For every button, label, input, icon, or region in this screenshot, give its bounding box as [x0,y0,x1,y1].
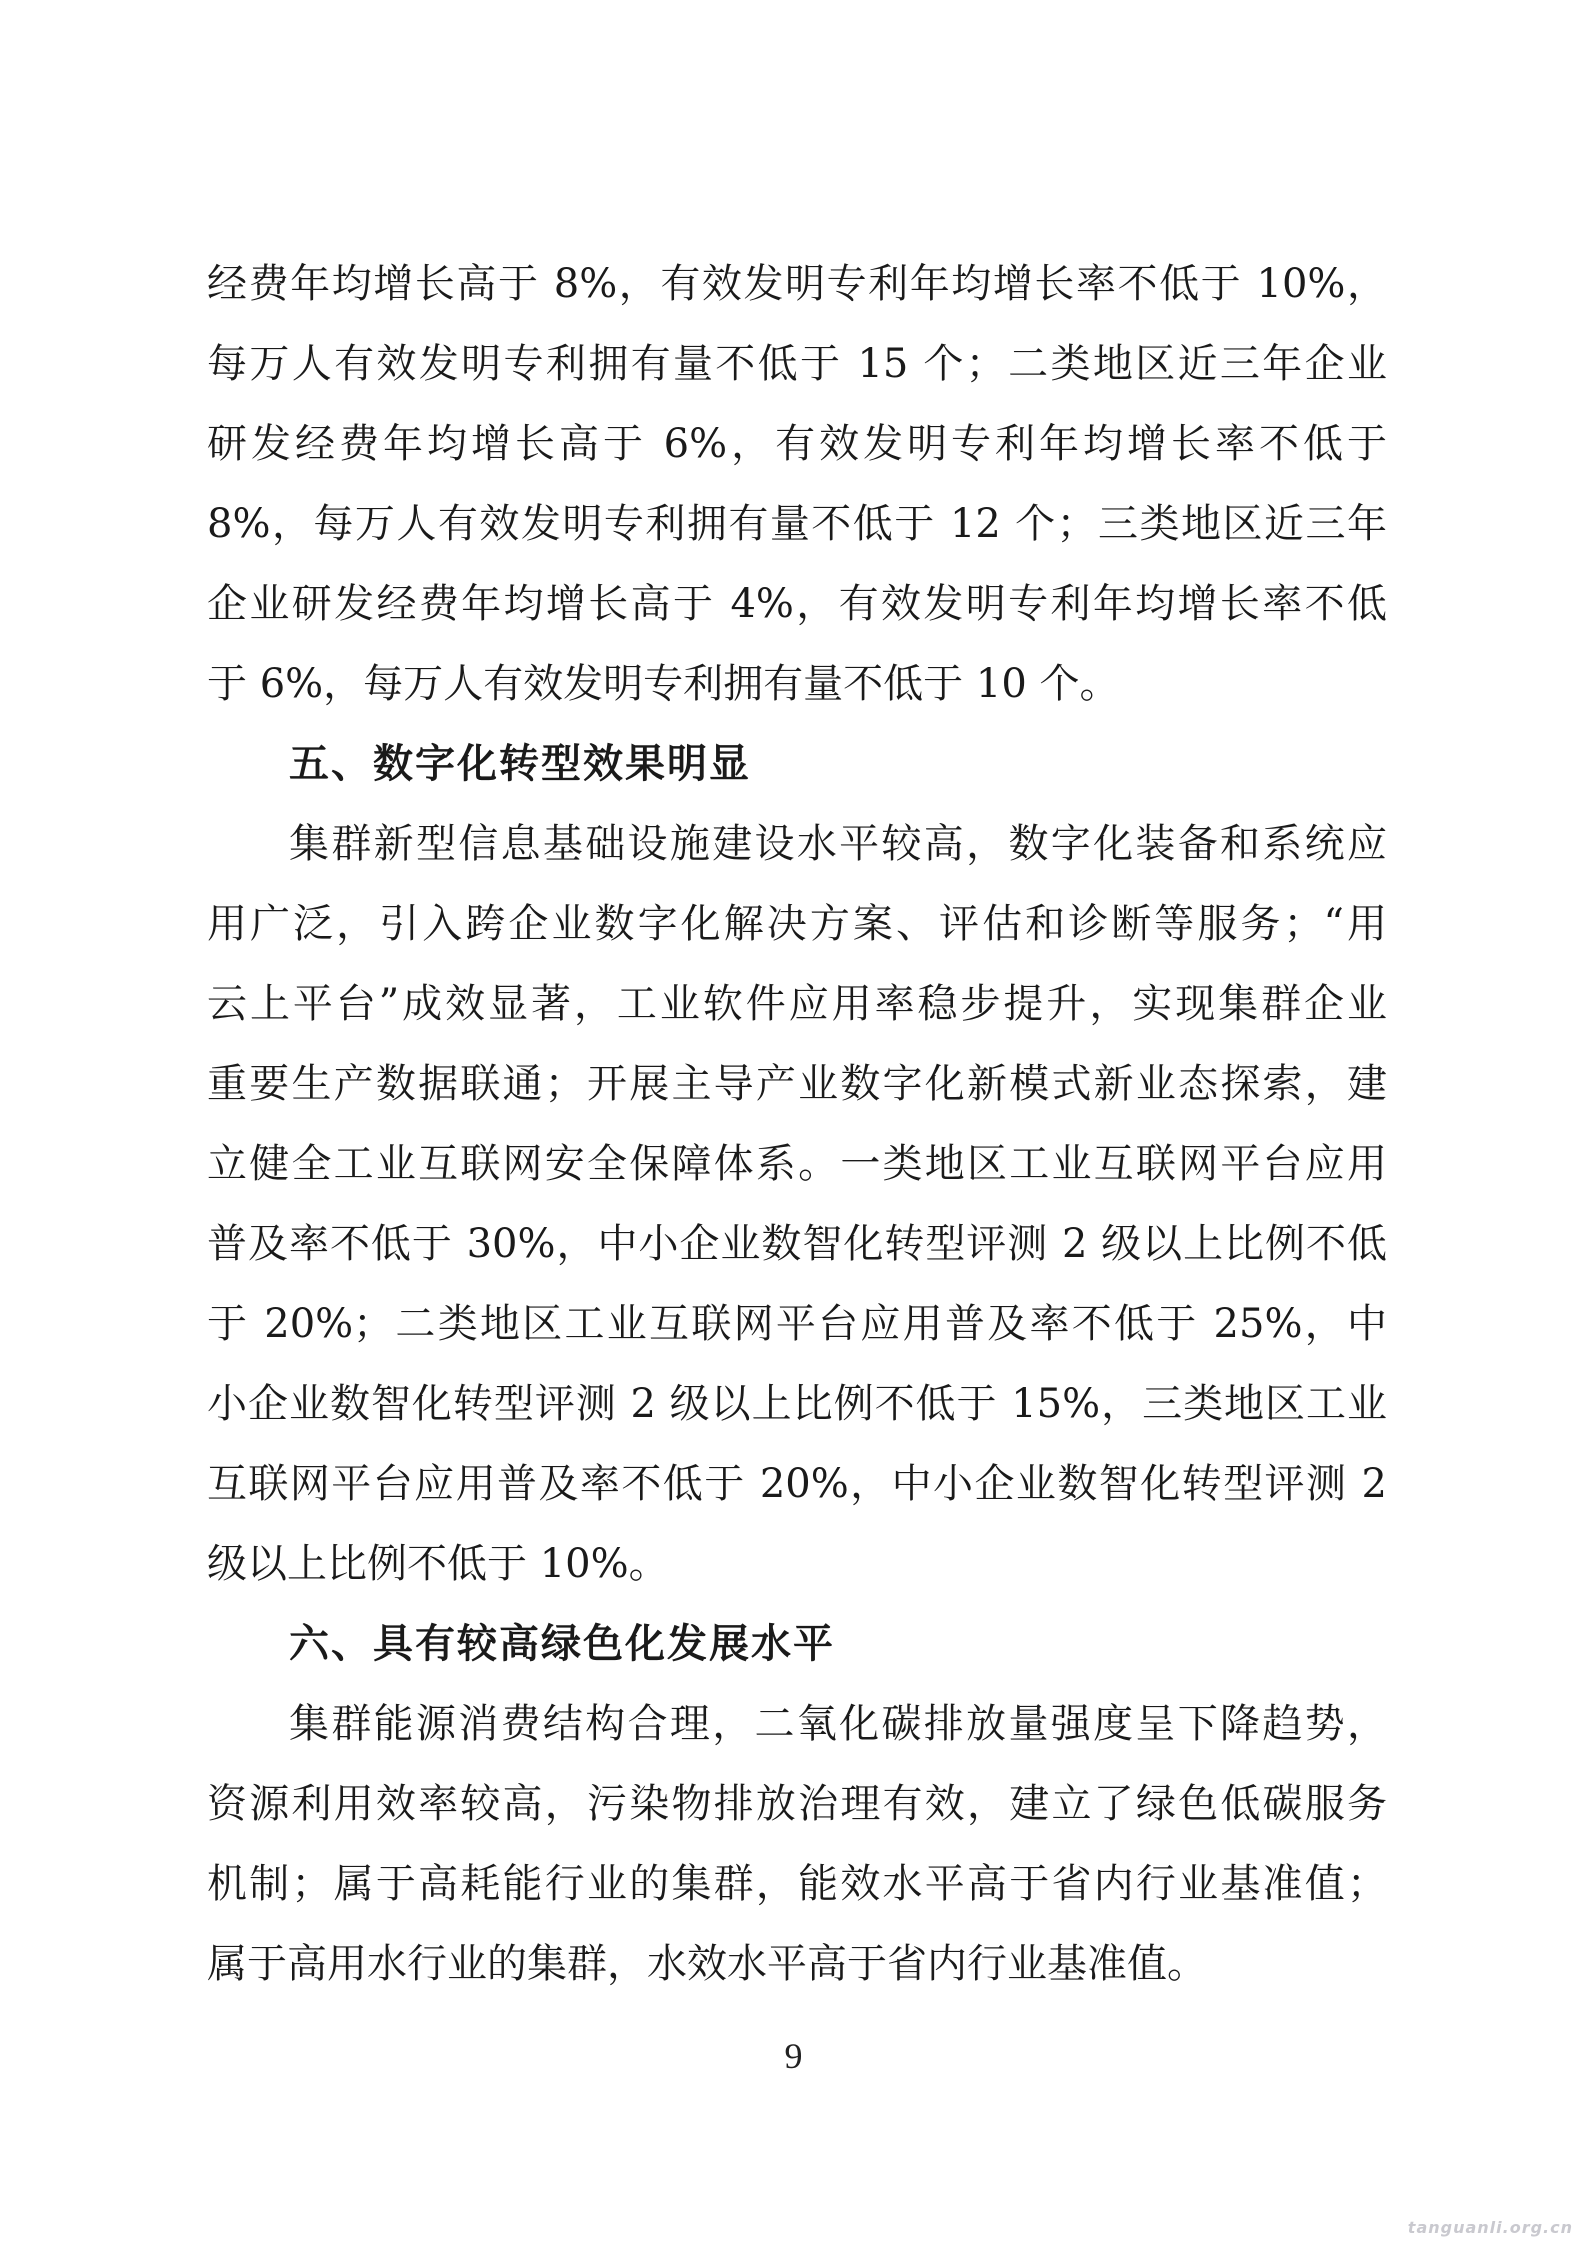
page-number: 9 [784,2036,803,2076]
body-text-line: 8%，每万人有效发明专利拥有量不低于 12 个；三类地区近三年 [207,501,1387,547]
body-text-line: 重要生产数据联通；开展主导产业数字化新模式新业态探索，建 [207,1061,1387,1107]
body-text-line: 经费年均增长高于 8%，有效发明专利年均增长率不低于 10%， [207,261,1387,307]
body-text-line: 企业研发经费年均增长高于 4%，有效发明专利年均增长率不低 [207,581,1387,627]
body-text-line: 于 20%；二类地区工业互联网平台应用普及率不低于 25%，中 [207,1301,1387,1347]
body-text-line: 集群新型信息基础设施建设水平较高，数字化装备和系统应 [289,821,1387,867]
body-text-line: 级以上比例不低于 10%。 [207,1541,669,1587]
watermark: tanguanli.org.cn [1407,2218,1573,2237]
body-text-line: 集群能源消费结构合理，二氧化碳排放量强度呈下降趋势， [289,1701,1387,1747]
body-text-line: 属于高用水行业的集群，水效水平高于省内行业基准值。 [207,1941,1207,1987]
section-heading-green-development: 六、具有较高绿色化发展水平 [289,1621,835,1667]
body-text-line: 小企业数智化转型评测 2 级以上比例不低于 15%，三类地区工业 [207,1381,1387,1427]
body-text-line: 互联网平台应用普及率不低于 20%，中小企业数智化转型评测 2 [207,1461,1387,1507]
body-text-line: 云上平台”成效显著，工业软件应用率稳步提升，实现集群企业 [207,981,1387,1027]
body-text-line: 每万人有效发明专利拥有量不低于 15 个；二类地区近三年企业 [207,341,1387,387]
body-text-line: 机制；属于高耗能行业的集群，能效水平高于省内行业基准值； [207,1861,1387,1907]
body-text-line: 立健全工业互联网安全保障体系。一类地区工业互联网平台应用 [207,1141,1387,1187]
body-text-line: 用广泛，引入跨企业数字化解决方案、评估和诊断等服务；“用 [207,901,1387,947]
body-text-line: 研发经费年均增长高于 6%，有效发明专利年均增长率不低于 [207,421,1387,467]
body-text-line: 普及率不低于 30%，中小企业数智化转型评测 2 级以上比例不低 [207,1221,1387,1267]
section-heading-digital-transformation: 五、数字化转型效果明显 [289,741,751,787]
body-text-line: 资源利用效率较高，污染物排放治理有效，建立了绿色低碳服务 [207,1781,1387,1827]
body-text-line: 于 6%，每万人有效发明专利拥有量不低于 10 个。 [207,661,1120,707]
